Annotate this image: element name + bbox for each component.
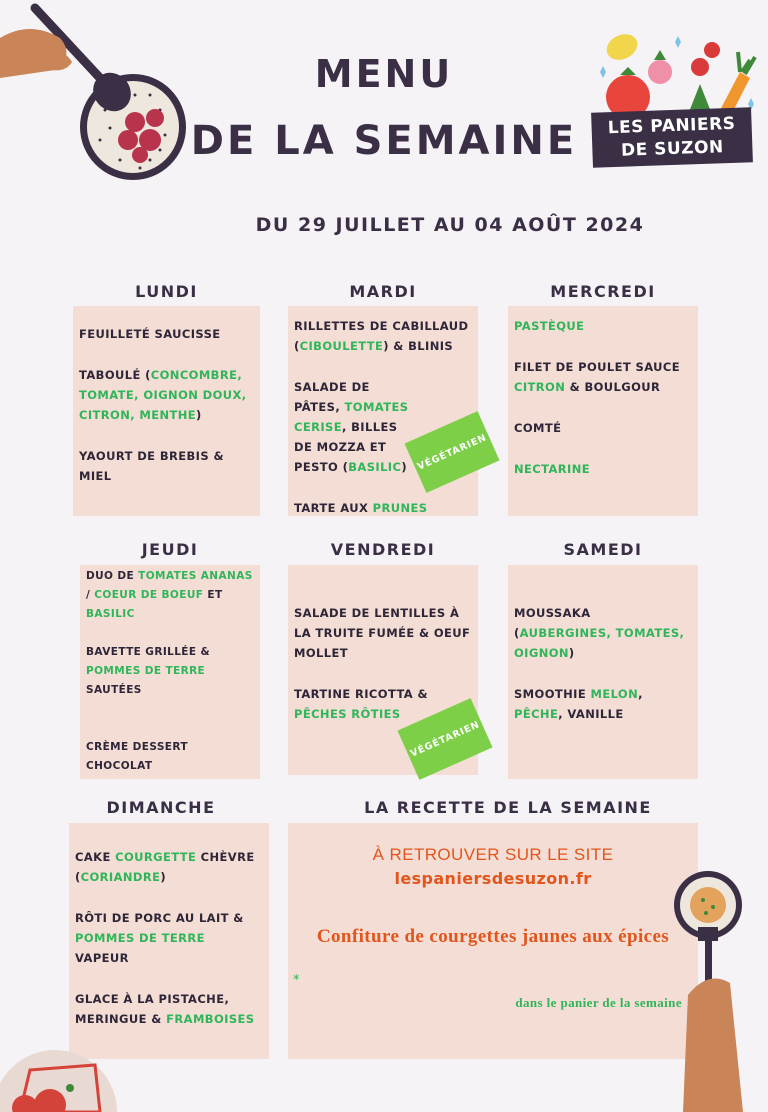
recipe-note: dans le panier de la semaine	[515, 995, 682, 1010]
menu-box-samedi	[508, 565, 698, 779]
recipe-heading: LA RECETTE DE LA SEMAINE	[364, 798, 652, 817]
recipe-intro: À RETROUVER SUR LE SITE	[372, 845, 614, 864]
menu-item: SALADE DE LENTILLES À LA TRUITE FUMÉE & OEUF MOLLET	[294, 606, 471, 660]
menu-item: GLACE À LA PISTACHE, MERINGUE & FRAMBOISES	[75, 992, 255, 1026]
brand-line2: DE SUZON	[620, 137, 725, 161]
menu-item: FILET DE POULET SAUCE CITRON & BOULGOUR	[514, 360, 681, 394]
brand-line1: LES PANIERS	[607, 113, 736, 139]
day-title-jeudi: JEUDI	[141, 540, 199, 559]
menu-box-mardi	[288, 306, 478, 516]
menu-item: YAOURT DE BREBIS & MIEL	[79, 449, 224, 483]
menu-item: TARTE AUX PRUNES	[294, 501, 428, 515]
date-range: DU 29 JUILLET AU 04 AOÛT 2024	[255, 214, 645, 236]
recipe-site-link[interactable]: lespaniersdesuzon.fr	[394, 869, 592, 888]
recipe-box	[288, 823, 698, 1059]
menu-item: COMTÉ	[514, 421, 562, 435]
menu-item: SMOOTHIE MELON, PÊCHE, VANILLE	[514, 687, 643, 721]
day-title-samedi: SAMEDI	[563, 540, 643, 559]
day-title-dimanche: DIMANCHE	[106, 798, 216, 817]
menu-item: TARTINE RICOTTA & PÊCHES RÔTIES	[294, 687, 428, 721]
menu-item: BAVETTE GRILLÉE & POMMES DE TERRE SAUTÉES	[86, 646, 211, 696]
recipe-name: Confiture de courgettes jaunes aux épices	[316, 926, 670, 947]
menu-item: RILLETTES DE CABILLAUD (CIBOULETTE) & BLINIS	[294, 319, 469, 353]
day-title-lundi: LUNDI	[135, 282, 198, 301]
page-title-line2: DE LA SEMAINE	[190, 118, 578, 164]
menu-item: MOUSSAKA (AUBERGINES, TOMATES, OIGNON)	[514, 606, 685, 660]
menu-item: RÔTI DE PORC AU LAIT & POMMES DE TERRE VAPEUR	[75, 911, 244, 965]
vegetarian-badge: VÉGÉTARIEN	[404, 411, 499, 493]
day-title-mercredi: MERCREDI	[550, 282, 656, 301]
menu-box-mercredi	[508, 306, 698, 516]
menu-item: CAKE COURGETTE CHÈVRE (CORIANDRE)	[75, 850, 255, 884]
menu-item: PASTÈQUE	[514, 319, 585, 333]
menu-item: FEUILLETÉ SAUCISSE	[79, 327, 221, 341]
menu-item: NECTARINE	[514, 462, 590, 476]
menu-box-dimanche	[69, 823, 269, 1059]
menu-box-lundi	[73, 306, 260, 516]
menu-box-jeudi	[80, 565, 260, 779]
day-title-vendredi: VENDREDI	[330, 540, 436, 559]
vegetarian-badge: VÉGÉTARIEN	[397, 698, 492, 780]
day-title-mardi: MARDI	[349, 282, 417, 301]
recipe-star: *	[293, 973, 300, 988]
menu-item: DUO DE TOMATES ANANAS / COEUR DE BOEUF ET BASILIC	[86, 570, 253, 620]
menu-item: TABOULÉ (CONCOMBRE, TOMATE, OIGNON DOUX, CITRON, MENTHE)	[79, 368, 247, 422]
page-title-line1: MENU	[314, 52, 454, 96]
menu-item: SALADE DE PÂTES, TOMATES CERISE, BILLES DE MOZZA ET PESTO (BASILIC)	[294, 380, 409, 474]
fork-hand-illustration	[668, 865, 768, 1112]
menu-item: CRÈME DESSERT CHOCOLAT	[86, 741, 188, 772]
plate-illustration	[0, 1030, 120, 1112]
